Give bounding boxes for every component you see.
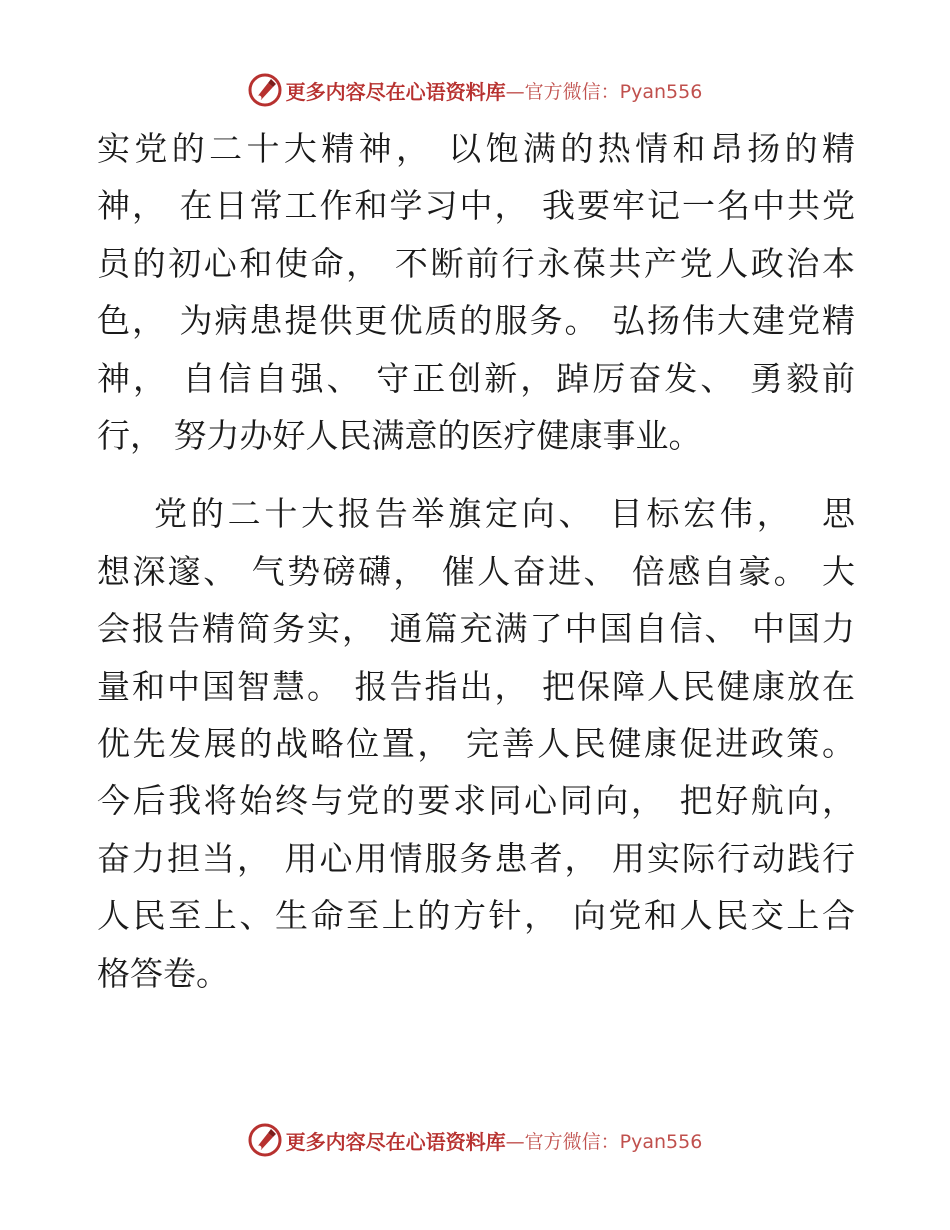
document-body xyxy=(97,120,855,1002)
text-line: 党的二十大报告举旗定向、 目标宏伟， 思 xyxy=(97,494,855,534)
text-line: 行， 努力办好人民满意的医疗健康事业。 xyxy=(97,416,702,456)
paragraph-1 xyxy=(97,120,855,464)
footer-banner xyxy=(0,1120,950,1160)
text-line: 格答卷。 xyxy=(97,953,229,993)
text-line: 想深邃、 气势磅礴， 催人奋进、 倍感自豪。 大 xyxy=(97,551,855,591)
text-line: 实党的二十大精神， 以饱满的热情和昂扬的精 xyxy=(97,129,855,168)
footer-wechat-text: —官方微信：Pyan556 xyxy=(505,1130,703,1153)
text-line: 优先发展的战略位置， 完善人民健康促进政策。 xyxy=(97,724,855,764)
header-promo-text: 更多内容尽在心语资料库 xyxy=(285,79,506,104)
footer-banner-content xyxy=(248,1123,703,1157)
ink-pen-logo-icon xyxy=(248,1123,282,1157)
header-wechat-text: —官方微信：Pyan556 xyxy=(505,80,703,103)
text-line: 员的初心和使命， 不断前行永葆共产党人政治本 xyxy=(97,243,855,283)
header-banner-content xyxy=(248,73,703,107)
ink-pen-logo-icon xyxy=(248,73,282,107)
text-line: 人民至上、生命至上的方针， 向党和人民交上合 xyxy=(97,896,855,936)
footer-promo-text: 更多内容尽在心语资料库 xyxy=(285,1129,506,1154)
text-line: 神， 自信自强、 守正创新，踔厉奋发、 勇毅前 xyxy=(97,358,855,398)
text-line: 会报告精简务实， 通篇充满了中国自信、 中国力 xyxy=(97,609,855,649)
header-banner xyxy=(0,70,950,110)
text-line: 神， 在日常工作和学习中， 我要牢记一名中共党 xyxy=(97,186,855,226)
text-line: 今后我将始终与党的要求同心同向， 把好航向， xyxy=(97,781,855,821)
text-line: 量和中国智慧。 报告指出， 把保障人民健康放在 xyxy=(97,666,855,706)
paragraph-2 xyxy=(97,485,855,1002)
text-line: 奋力担当， 用心用情服务患者， 用实际行动践行 xyxy=(97,838,855,878)
text-line: 色， 为病患提供更优质的服务。 弘扬伟大建党精 xyxy=(97,301,855,341)
